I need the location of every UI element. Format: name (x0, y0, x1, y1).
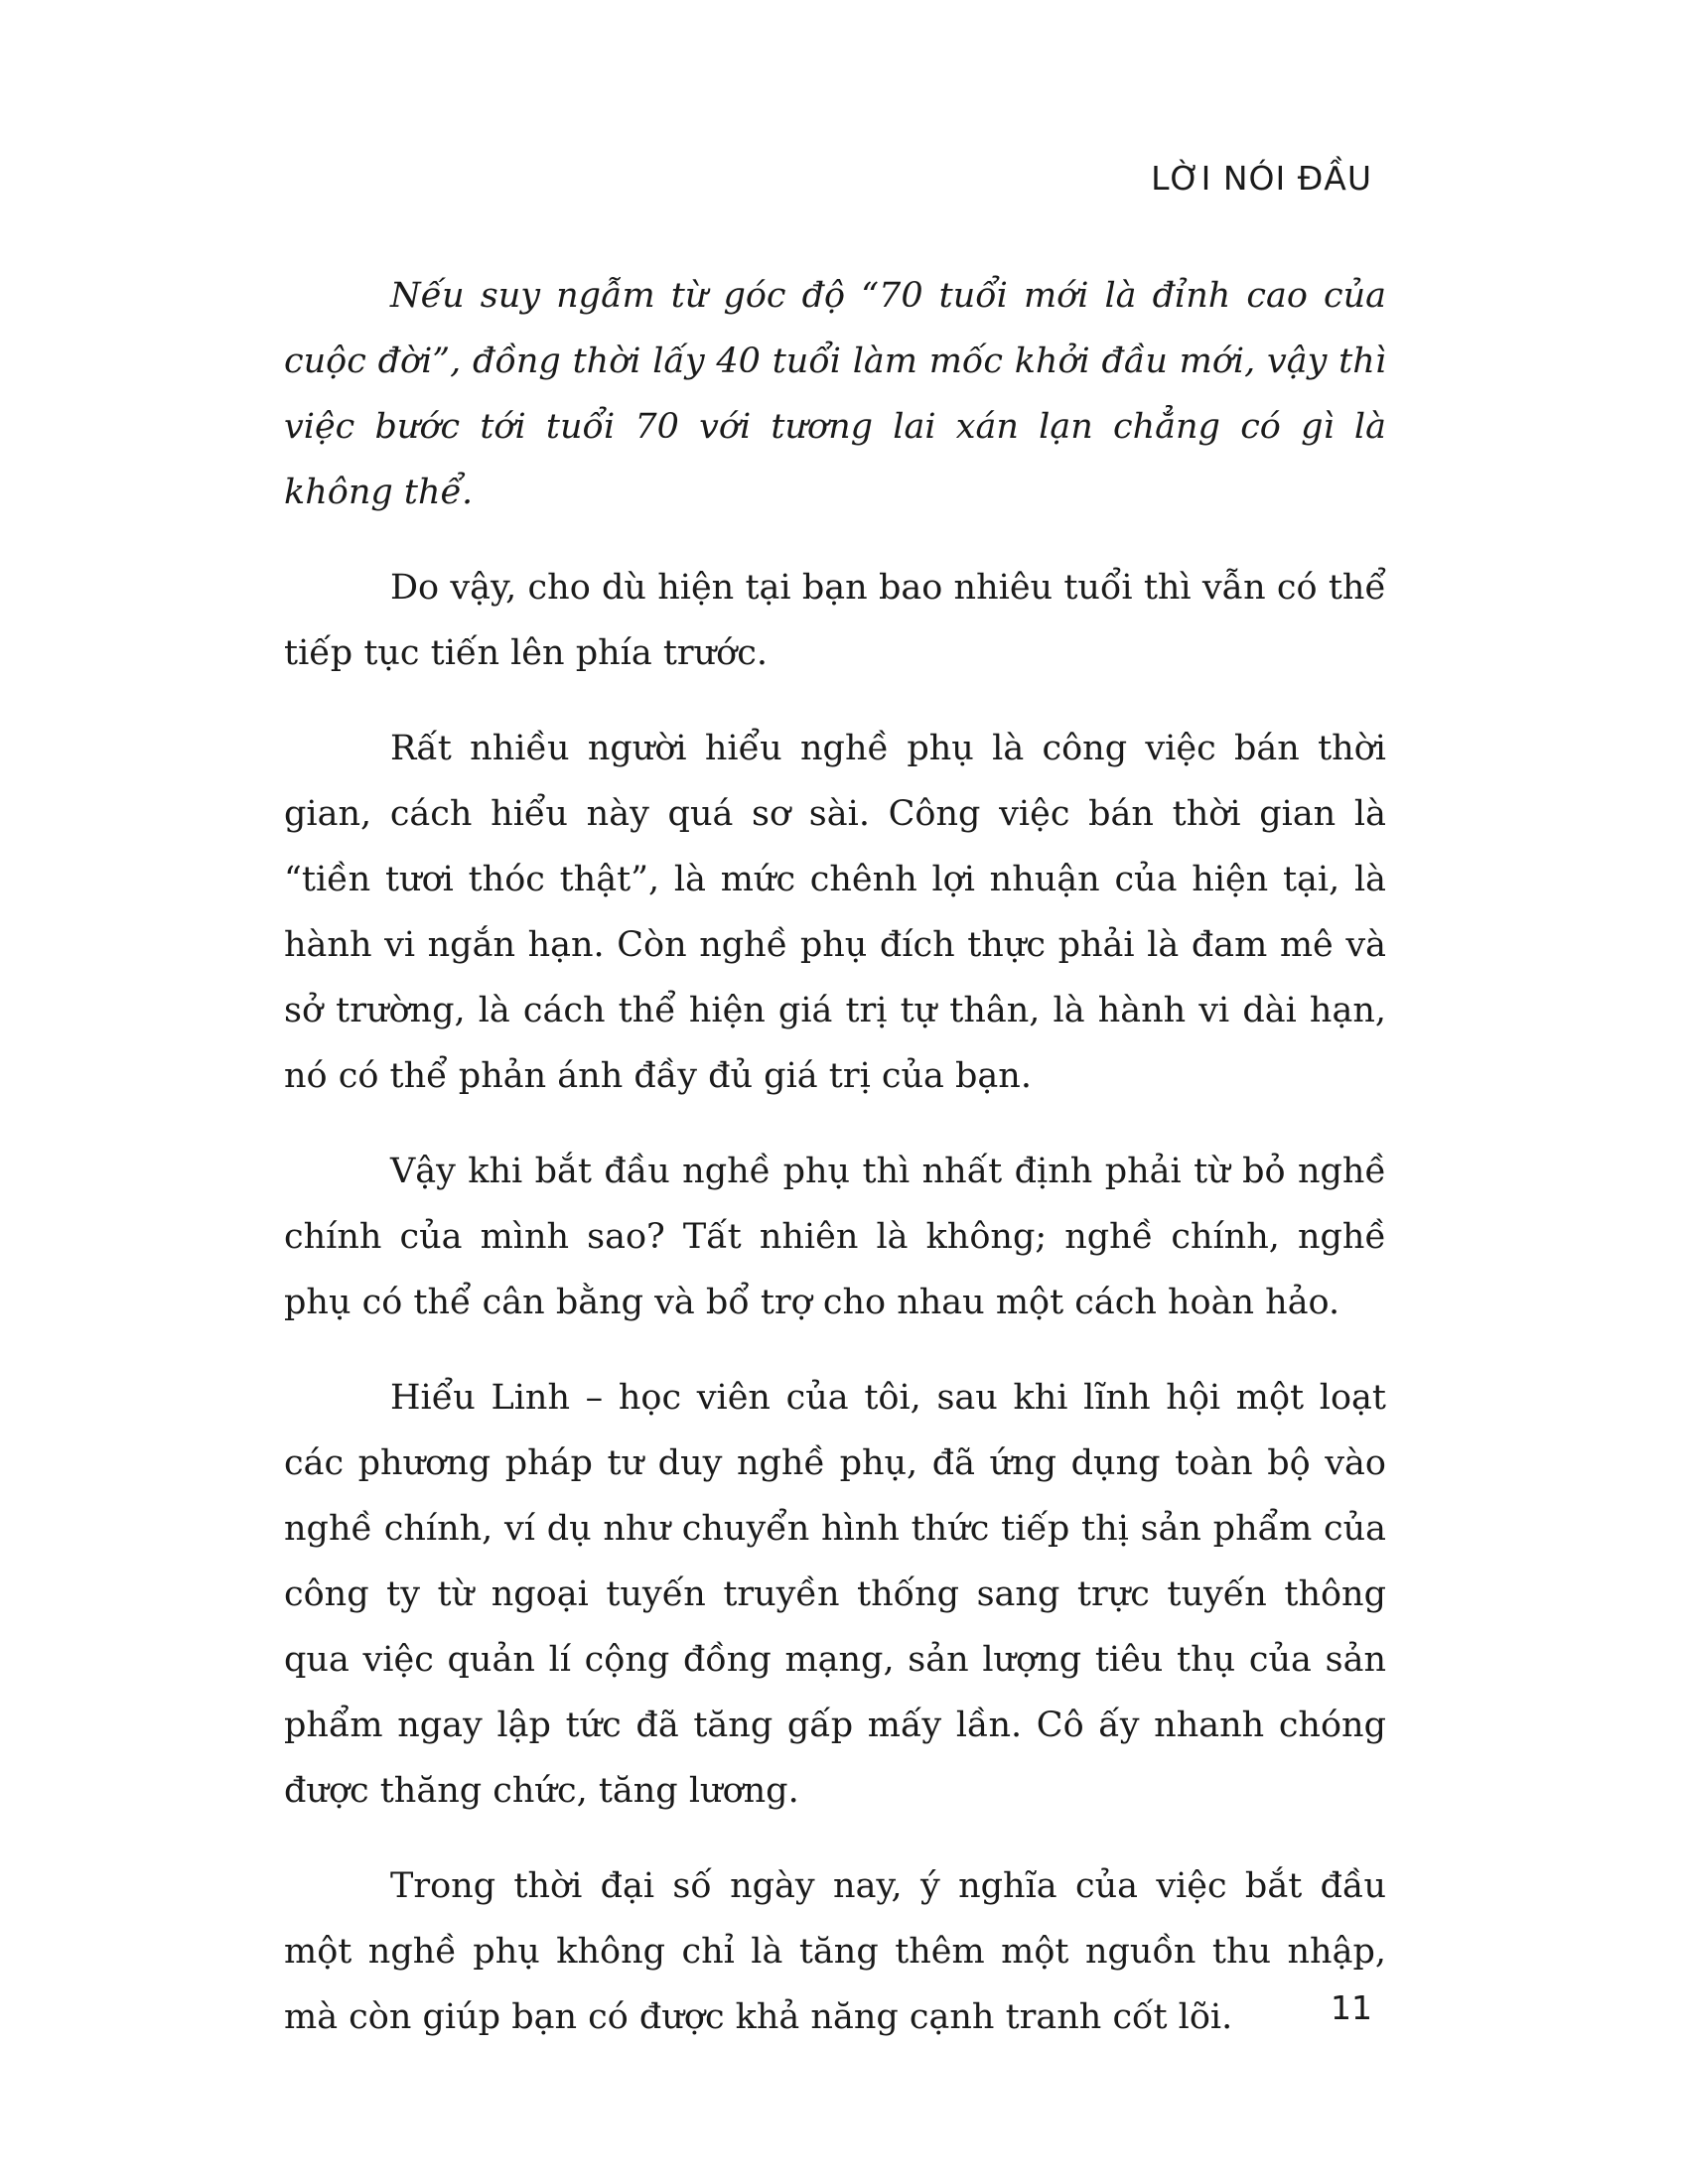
body-paragraph: Rất nhiều người hiểu nghề phụ là công việc bán thời gian, cách hiểu này quá sơ sài. Công việc bán thời gian là “tiền tươi thóc thật”, là mức chênh lợi nhuận của hiện tại, là hành vi ngắn hạn. Còn nghề phụ đích thực phải là đam mê và sở trường, là cách thể hiện giá trị tự thân, là hành vi dài hạn, nó có thể phản ánh đầy đủ giá trị của bạn. (284, 729, 1386, 1096)
body-paragraph: Hiểu Linh – học viên của tôi, sau khi lĩnh hội một loạt các phương pháp tư duy nghề phụ, đã ứng dụng toàn bộ vào nghề chính, ví dụ như chuyển hình thức tiếp thị sản phẩm của công ty từ ngoại tuyến truyền thống sang trực tuyến thông qua việc quản lí cộng đồng mạng, sản lượng tiêu thụ của sản phẩm ngay lập tức đã tăng gấp mấy lần. Cô ấy nhanh chóng được thăng chức, tăng lương. (284, 1378, 1386, 1811)
body-paragraph: Trong thời đại số ngày nay, ý nghĩa của việc bắt đầu một nghề phụ không chỉ là tăng thêm một nguồn thu nhập, mà còn giúp bạn có được khả năng cạnh tranh cốt lõi. (284, 1866, 1386, 2037)
body-text (284, 263, 1386, 2080)
running-title: LỜI NÓI ĐẦU (1151, 159, 1372, 198)
page-number: 11 (1331, 1988, 1372, 2027)
body-paragraph: Vậy khi bắt đầu nghề phụ thì nhất định phải từ bỏ nghề chính của mình sao? Tất nhiên là không; nghề chính, nghề phụ có thể cân bằng và bổ trợ cho nhau một cách hoàn hảo. (284, 1152, 1386, 1322)
body-paragraph: Do vậy, cho dù hiện tại bạn bao nhiêu tuổi thì vẫn có thể tiếp tục tiến lên phía trước. (284, 568, 1386, 673)
intro-quote-paragraph: Nếu suy ngẫm từ góc độ “70 tuổi mới là đỉnh cao của cuộc đời”, đồng thời lấy 40 tuổi làm mốc khởi đầu mới, vậy thì việc bước tới tuổi 70 với tương lai xán lạn chẳng có gì là không thể. (284, 276, 1386, 512)
